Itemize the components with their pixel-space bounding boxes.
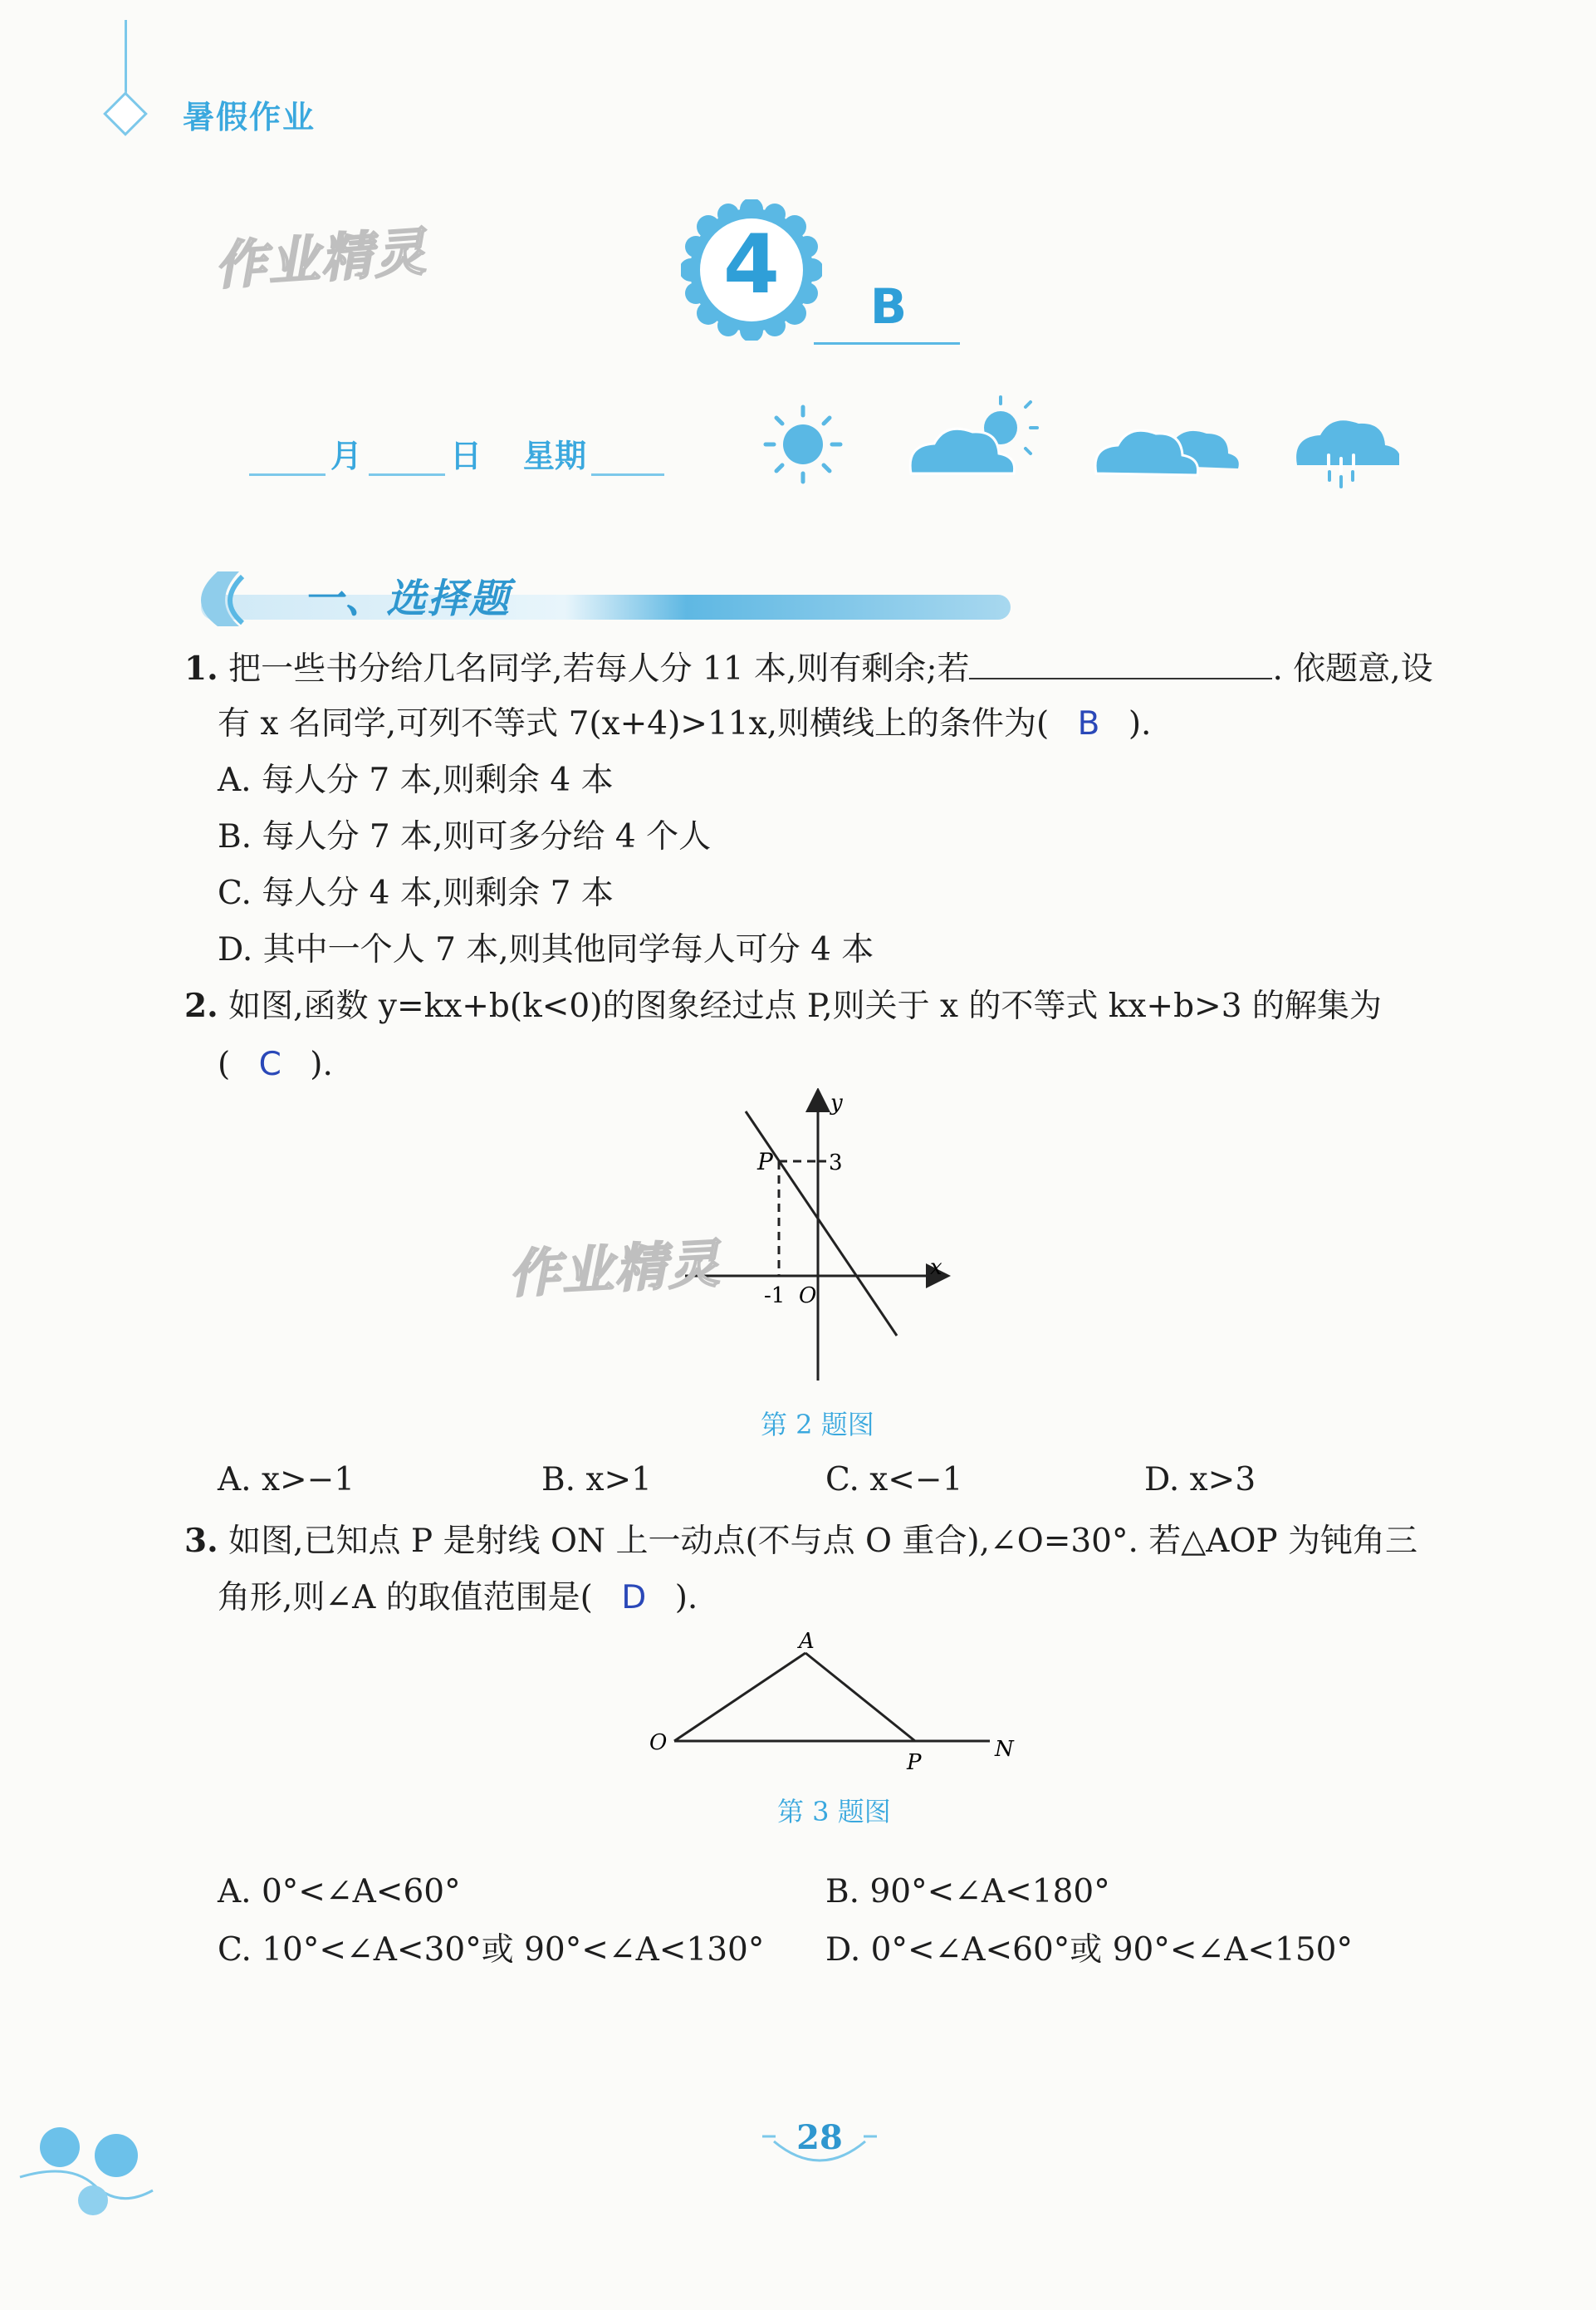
weekday-label: 星期 — [523, 438, 587, 474]
q3-option-d[interactable]: D. 0°<∠A<60°或 90°<∠A<150° — [825, 1931, 1353, 1969]
q2-option-d[interactable]: D. x>3 — [1144, 1461, 1256, 1498]
q1-text2a: 有 x 名同学,可列不等式 7(x+4)>11x,则横线上的条件为( — [218, 705, 1050, 743]
page-number: 28 — [796, 2118, 843, 2157]
tick-3-label: 3 — [829, 1150, 843, 1175]
diamond-icon — [103, 91, 148, 136]
partly-cloudy-icon[interactable] — [910, 397, 1037, 473]
q2-number: 2. — [184, 987, 218, 1025]
y-axis-label: y — [830, 1091, 843, 1116]
q2-figure — [681, 1088, 955, 1387]
q3-option-b[interactable]: B. 90°<∠A<180° — [825, 1873, 1110, 1910]
q1-answer: B — [1077, 705, 1100, 743]
sun-icon[interactable] — [766, 407, 840, 482]
q2-caption: 第 2 题图 — [761, 1409, 874, 1440]
q3-option-a[interactable]: A. 0°<∠A<60° — [218, 1873, 461, 1910]
weather-icons — [760, 390, 1399, 498]
q3-line2 — [218, 1579, 698, 1616]
q3-figure — [639, 1628, 1030, 1778]
corner-decoration-icon — [17, 2114, 158, 2230]
q3-answer: D — [621, 1579, 647, 1616]
q3-number: 3. — [184, 1522, 218, 1560]
q2-answer: C — [258, 1046, 282, 1083]
q1-text1b: . 依题意,设 — [1272, 650, 1433, 688]
month-blank[interactable] — [249, 440, 326, 476]
segment-ap — [805, 1653, 915, 1741]
q3-text1: 如图,已知点 P 是射线 ON 上一动点(不与点 O 重合),∠O=30°. 若△AOP 为钝角三 — [228, 1523, 1418, 1560]
q3-option-c[interactable]: C. 10°<∠A<30°或 90°<∠A<130° — [218, 1931, 765, 1969]
section-title: 一、选择题 — [303, 576, 512, 622]
q2-text1: 如图,函数 y=kx+b(k<0)的图象经过点 P,则关于 x 的不等式 kx+b>3 的解集为 — [228, 988, 1382, 1025]
q2-line1 — [184, 987, 1382, 1025]
watermark-middle: 作业精灵 — [507, 1233, 723, 1305]
segment-oa — [674, 1653, 805, 1741]
q1-blank[interactable] — [969, 650, 1272, 679]
badge-underline — [814, 342, 960, 345]
badge-number: 4 — [722, 218, 781, 312]
q1-line1 — [184, 650, 1433, 688]
q1-option-a[interactable]: A. 每人分 7 本,则剩余 4 本 — [218, 762, 614, 799]
q2-option-b[interactable]: B. x>1 — [541, 1461, 652, 1498]
tick-neg1-label: -1 — [764, 1283, 786, 1308]
q1-line2 — [218, 705, 1152, 743]
point-n-label: N — [995, 1737, 1014, 1762]
q3-line1 — [184, 1522, 1418, 1560]
point-p-label: P — [907, 1750, 922, 1775]
month-label: 月 — [330, 438, 363, 474]
x-axis-label: x — [930, 1255, 942, 1280]
header-title: 暑假作业 — [183, 99, 316, 135]
q1-option-d[interactable]: D. 其中一个人 7 本,则其他同学每人可分 4 本 — [218, 931, 874, 969]
cloudy-icon[interactable] — [1095, 430, 1239, 475]
q3-text2a: 角形,则∠A 的取值范围是( — [218, 1579, 593, 1616]
badge-level: B — [869, 278, 908, 335]
q1-text1a: 把一些书分给几名同学,若每人分 11 本,则有剩余;若 — [228, 650, 970, 688]
date-row — [249, 430, 664, 476]
q3-caption: 第 3 题图 — [777, 1796, 891, 1827]
q2-option-a[interactable]: A. x>−1 — [218, 1461, 355, 1498]
rain-icon[interactable] — [1296, 420, 1399, 487]
day-blank[interactable] — [369, 440, 445, 476]
weekday-blank[interactable] — [591, 440, 664, 476]
q1-option-c[interactable]: C. 每人分 4 本,则剩余 7 本 — [218, 875, 614, 912]
q2-text2b: ). — [310, 1046, 333, 1083]
q2-line2 — [218, 1048, 333, 1081]
q1-number: 1. — [184, 650, 218, 688]
point-o-label: O — [649, 1730, 668, 1755]
q2-text2a: ( — [218, 1046, 231, 1083]
q1-text2b: ). — [1128, 705, 1152, 743]
day-label: 日 — [450, 438, 482, 474]
watermark-top: 作业精灵 — [213, 221, 429, 297]
q3-text2b: ). — [674, 1579, 698, 1616]
point-p-label: P — [757, 1148, 773, 1175]
q1-option-b[interactable]: B. 每人分 7 本,则可多分给 4 个人 — [218, 818, 712, 856]
origin-label: O — [799, 1283, 817, 1308]
q2-option-c[interactable]: C. x<−1 — [825, 1461, 963, 1498]
point-a-label: A — [799, 1629, 815, 1654]
